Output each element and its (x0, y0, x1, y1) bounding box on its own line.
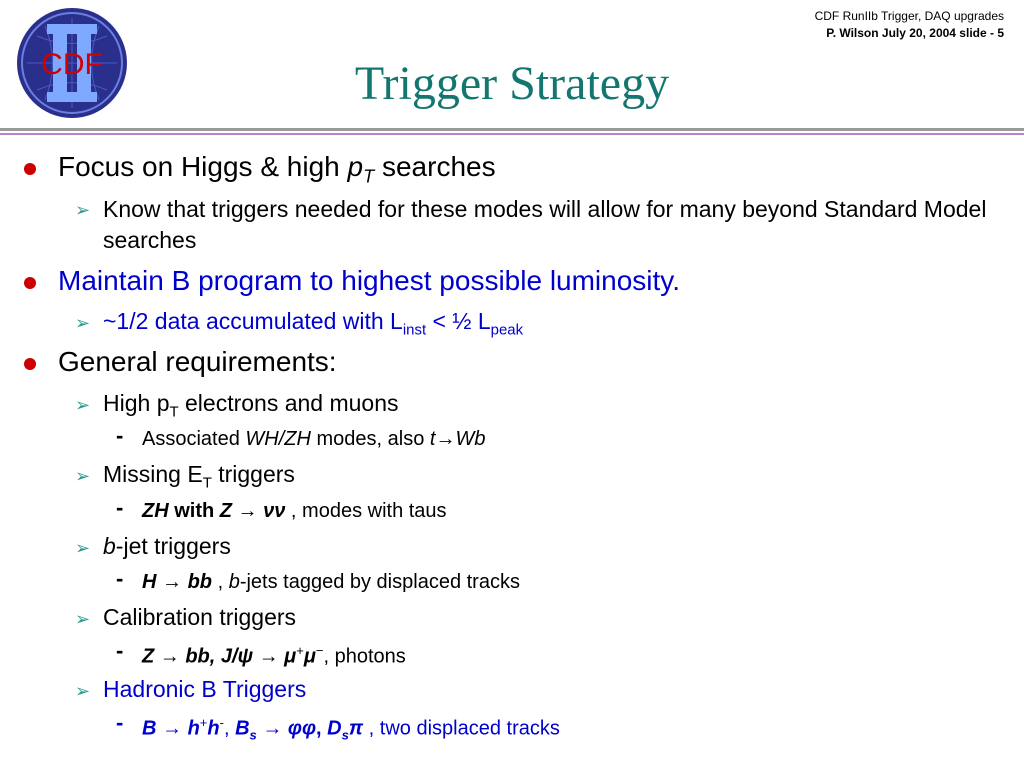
bullet-b-program: Maintain B program to highest possible luminosity. (58, 265, 681, 296)
detail-hadronic-b: B → h+h-, $B_s \to \varphi\varphi$, $D_s\pi$ , two displaced tracks (142, 715, 560, 743)
slide-title: Trigger Strategy (354, 57, 670, 110)
svg-text:CDF: CDF (41, 48, 103, 81)
dash-icon: - (116, 638, 124, 663)
sub-bullet-hadronic-b: Hadronic B Triggers (103, 676, 307, 702)
arrow-bullet-icon: ➢ (75, 466, 91, 486)
header-line1: CDF RunIIb Trigger, DAQ upgrades (814, 9, 1004, 23)
sub-bullet-missing-et: Missing $E_T$ triggers (103, 461, 295, 492)
sub-bullet-calibration: Calibration triggers (103, 604, 297, 630)
arrow-bullet-icon: ➢ (75, 395, 91, 415)
detail-zh: ZH with Z → νν , modes with taus (142, 500, 447, 522)
detail-h-bb: H → bb , b-jets tagged by displaced tracks (142, 571, 520, 593)
slide-header (815, 8, 1004, 42)
sub-bullet-luminosity: ~1/2 data accumulated with $L_{inst}$ < ½ $L_{peak}$ (103, 308, 524, 339)
bullet-icon (24, 163, 36, 175)
arrow-bullet-icon: ➢ (75, 681, 91, 701)
arrow-bullet-icon: ➢ (75, 313, 91, 333)
sub-bullet-high-pt: High $p_T$ electrons and muons (103, 390, 399, 421)
sub-bullet-bjet: b-jet triggers (103, 533, 231, 559)
arrow-bullet-icon: ➢ (75, 609, 91, 629)
title-divider-accent (0, 133, 1024, 135)
bullet-icon (24, 358, 36, 370)
sub-bullet-bsm: Know that triggers needed for these modes will allow for many beyond Standard Model searches (103, 196, 987, 253)
detail-associated: Associated WH/ZH modes, also t→Wb (142, 428, 486, 450)
bullet-icon (24, 277, 36, 289)
title-divider (0, 128, 1024, 131)
header-line2: P. Wilson July 20, 2004 slide - 5 (826, 26, 1004, 40)
dash-icon: - (116, 423, 124, 448)
detail-z-jpsi: Z → bb, J/ψ → μ+μ−, photons (142, 643, 406, 668)
dash-icon: - (116, 495, 124, 520)
arrow-bullet-icon: ➢ (75, 538, 91, 558)
dash-icon: - (116, 566, 124, 591)
arrow-bullet-icon: ➢ (75, 200, 91, 220)
bullet-general: General requirements: (58, 346, 337, 377)
dash-icon: - (116, 710, 124, 735)
bullet-higgs: Focus on Higgs & high $p_T$ searches (58, 151, 496, 187)
